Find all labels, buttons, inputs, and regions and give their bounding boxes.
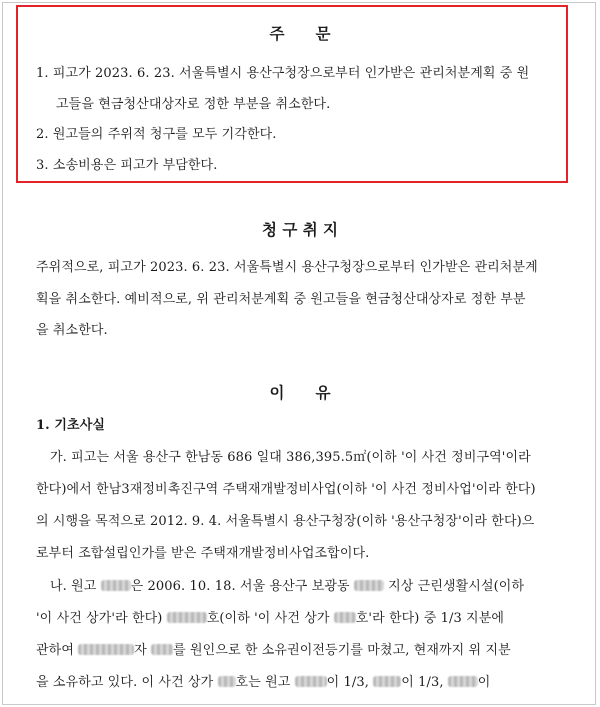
text-segment: 자 — [134, 643, 152, 658]
order-item-3: 3. 소송비용은 피고가 부담한다. — [36, 158, 218, 173]
para-ga-line-1: 가. 피고는 서울 용산구 한남동 686 일대 386,395.5㎡(이하 '이 사건 정비구역'이라 — [50, 450, 531, 465]
claim-line-3: 을 취소한다. — [36, 323, 108, 338]
order-title: 주 문 — [269, 24, 331, 43]
order-item-2: 2. 원고들의 주위적 청구를 모두 기각한다. — [36, 127, 277, 142]
reason-title: 이 유 — [269, 383, 331, 402]
text-segment: '이 사건 상가'라 한다) — [36, 611, 167, 626]
redacted-name — [448, 676, 478, 687]
claim-title: 청 구 취 지 — [261, 220, 339, 239]
text-segment: 관하여 — [36, 643, 79, 658]
para-ga-line-4: 로부터 조합설립인가를 받은 주택재개발정비사업조합이다. — [36, 546, 370, 561]
text-segment: 이 1/3, — [326, 675, 374, 690]
redacted-cause — [151, 644, 173, 655]
text-segment: 지상 근린생활시설(이하 — [383, 579, 525, 594]
text-segment: 호'라 한다) 중 1/3 지분에 — [355, 611, 505, 626]
claim-line-1: 주위적으로, 피고가 2023. 6. 23. 서울특별시 용산구청장으로부터 인가받은 관리처분계 — [36, 260, 538, 275]
text-segment: 이 1/3, — [401, 675, 448, 690]
redacted-lot-number — [354, 580, 384, 591]
text-segment: 를 원인으로 한 소유권이전등기를 마쳤고, 현재까지 위 지분 — [173, 643, 511, 658]
redacted-date — [78, 644, 134, 655]
claim-line-2: 획을 취소한다. 예비적으로, 위 관리처분계획 중 원고들을 현금청산대상자로 정한 부분 — [36, 292, 526, 307]
para-na-line-3 — [36, 639, 511, 658]
para-na-line-4 — [36, 671, 490, 690]
text-segment: 을 소유하고 있다. 이 사건 상가 — [36, 675, 218, 690]
text-segment: 이 — [477, 675, 491, 690]
text-segment: 호는 원고 — [235, 675, 295, 690]
text-segment: 나. 원고 — [50, 579, 101, 594]
redacted-unit-number — [218, 676, 236, 687]
redacted-unit — [167, 612, 207, 623]
section-1-title: 1. 기초사실 — [36, 418, 106, 433]
text-segment: 호(이하 '이 사건 상가 — [206, 611, 334, 626]
para-na-line-1 — [50, 575, 524, 594]
redacted-name — [295, 676, 327, 687]
text-segment: 은 2006. 10. 18. 서울 용산구 보광동 — [130, 579, 354, 594]
order-item-1-cont: 고들을 현금청산대상자로 정한 부분을 취소한다. — [56, 97, 331, 112]
redacted-name — [101, 580, 131, 591]
redacted-unit-number — [334, 612, 356, 623]
redacted-name — [373, 676, 401, 687]
para-ga-line-3: 의 시행을 목적으로 2012. 9. 4. 서울특별시 용산구청장(이하 '용산구청장'이라 한다)으 — [36, 514, 535, 529]
order-item-1: 1. 피고가 2023. 6. 23. 서울특별시 용산구청장으로부터 인가받은 관리처분계획 중 원 — [36, 66, 530, 81]
para-ga-line-2: 한다)에서 한남3재정비촉진구역 주택재개발정비사업(이하 '이 사건 정비사업'이라 한다) — [36, 482, 536, 497]
para-na-line-2 — [36, 607, 504, 626]
